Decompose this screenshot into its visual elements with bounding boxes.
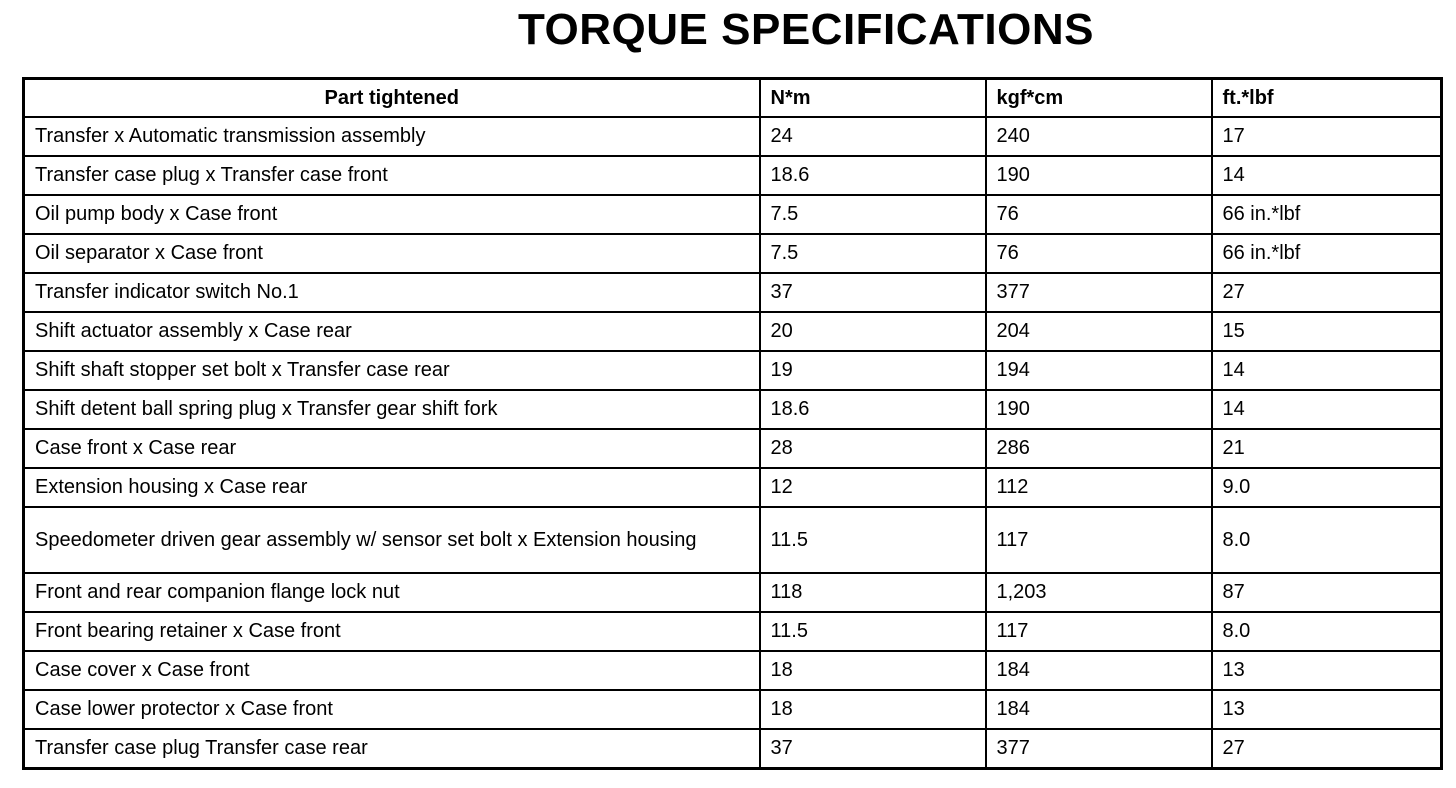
table-row bbox=[24, 273, 1442, 312]
part-cell: Transfer indicator switch No.1 bbox=[24, 273, 760, 312]
table-row bbox=[24, 117, 1442, 156]
kgfcm-cell: 194 bbox=[986, 351, 1212, 390]
column-header-nm: N*m bbox=[760, 79, 986, 118]
kgfcm-cell: 377 bbox=[986, 273, 1212, 312]
ftlbf-cell: 66 in.*lbf bbox=[1212, 234, 1442, 273]
table-body bbox=[24, 117, 1442, 769]
ftlbf-cell: 13 bbox=[1212, 651, 1442, 690]
nm-cell: 11.5 bbox=[760, 507, 986, 573]
torque-spec-table bbox=[22, 77, 1443, 770]
table-row bbox=[24, 690, 1442, 729]
table-row bbox=[24, 507, 1442, 573]
nm-cell: 37 bbox=[760, 273, 986, 312]
part-cell: Case front x Case rear bbox=[24, 429, 760, 468]
ftlbf-cell: 17 bbox=[1212, 117, 1442, 156]
table-row bbox=[24, 573, 1442, 612]
part-cell: Speedometer driven gear assembly w/ sensor set bolt x Extension housing bbox=[24, 507, 760, 573]
table-row bbox=[24, 156, 1442, 195]
ftlbf-cell: 15 bbox=[1212, 312, 1442, 351]
ftlbf-cell: 27 bbox=[1212, 273, 1442, 312]
kgfcm-cell: 76 bbox=[986, 195, 1212, 234]
ftlbf-cell: 21 bbox=[1212, 429, 1442, 468]
part-cell: Oil pump body x Case front bbox=[24, 195, 760, 234]
kgfcm-cell: 204 bbox=[986, 312, 1212, 351]
nm-cell: 18.6 bbox=[760, 390, 986, 429]
page-title: TORQUE SPECIFICATIONS bbox=[517, 5, 1095, 54]
ftlbf-cell: 87 bbox=[1212, 573, 1442, 612]
ftlbf-cell: 14 bbox=[1212, 390, 1442, 429]
kgfcm-cell: 190 bbox=[986, 156, 1212, 195]
kgfcm-cell: 190 bbox=[986, 390, 1212, 429]
kgfcm-cell: 117 bbox=[986, 612, 1212, 651]
nm-cell: 37 bbox=[760, 729, 986, 769]
part-cell: Transfer case plug Transfer case rear bbox=[24, 729, 760, 769]
kgfcm-cell: 286 bbox=[986, 429, 1212, 468]
part-cell: Shift shaft stopper set bolt x Transfer case rear bbox=[24, 351, 760, 390]
column-header-part: Part tightened bbox=[24, 79, 760, 118]
kgfcm-cell: 240 bbox=[986, 117, 1212, 156]
table-row bbox=[24, 234, 1442, 273]
part-cell: Case cover x Case front bbox=[24, 651, 760, 690]
table-header-row bbox=[24, 79, 1442, 118]
table-row bbox=[24, 429, 1442, 468]
kgfcm-cell: 117 bbox=[986, 507, 1212, 573]
kgfcm-cell: 76 bbox=[986, 234, 1212, 273]
ftlbf-cell: 13 bbox=[1212, 690, 1442, 729]
nm-cell: 20 bbox=[760, 312, 986, 351]
kgfcm-cell: 184 bbox=[986, 651, 1212, 690]
ftlbf-cell: 8.0 bbox=[1212, 612, 1442, 651]
table-row bbox=[24, 651, 1442, 690]
ftlbf-cell: 27 bbox=[1212, 729, 1442, 769]
table-row bbox=[24, 612, 1442, 651]
ftlbf-cell: 14 bbox=[1212, 351, 1442, 390]
nm-cell: 118 bbox=[760, 573, 986, 612]
nm-cell: 7.5 bbox=[760, 195, 986, 234]
kgfcm-cell: 377 bbox=[986, 729, 1212, 769]
kgfcm-cell: 112 bbox=[986, 468, 1212, 507]
table-row bbox=[24, 390, 1442, 429]
part-cell: Transfer x Automatic transmission assembly bbox=[24, 117, 760, 156]
nm-cell: 24 bbox=[760, 117, 986, 156]
part-cell: Oil separator x Case front bbox=[24, 234, 760, 273]
nm-cell: 28 bbox=[760, 429, 986, 468]
column-header-kgfcm: kgf*cm bbox=[986, 79, 1212, 118]
table-row bbox=[24, 351, 1442, 390]
table-row bbox=[24, 312, 1442, 351]
nm-cell: 12 bbox=[760, 468, 986, 507]
kgfcm-cell: 184 bbox=[986, 690, 1212, 729]
table-row bbox=[24, 729, 1442, 769]
ftlbf-cell: 8.0 bbox=[1212, 507, 1442, 573]
ftlbf-cell: 9.0 bbox=[1212, 468, 1442, 507]
part-cell: Shift detent ball spring plug x Transfer gear shift fork bbox=[24, 390, 760, 429]
kgfcm-cell: 1,203 bbox=[986, 573, 1212, 612]
column-header-ftlbf: ft.*lbf bbox=[1212, 79, 1442, 118]
nm-cell: 11.5 bbox=[760, 612, 986, 651]
ftlbf-cell: 66 in.*lbf bbox=[1212, 195, 1442, 234]
nm-cell: 19 bbox=[760, 351, 986, 390]
ftlbf-cell: 14 bbox=[1212, 156, 1442, 195]
table-row bbox=[24, 468, 1442, 507]
nm-cell: 18.6 bbox=[760, 156, 986, 195]
nm-cell: 18 bbox=[760, 651, 986, 690]
nm-cell: 18 bbox=[760, 690, 986, 729]
part-cell: Front bearing retainer x Case front bbox=[24, 612, 760, 651]
part-cell: Case lower protector x Case front bbox=[24, 690, 760, 729]
part-cell: Transfer case plug x Transfer case front bbox=[24, 156, 760, 195]
nm-cell: 7.5 bbox=[760, 234, 986, 273]
part-cell: Shift actuator assembly x Case rear bbox=[24, 312, 760, 351]
table-row bbox=[24, 195, 1442, 234]
part-cell: Extension housing x Case rear bbox=[24, 468, 760, 507]
part-cell: Front and rear companion flange lock nut bbox=[24, 573, 760, 612]
